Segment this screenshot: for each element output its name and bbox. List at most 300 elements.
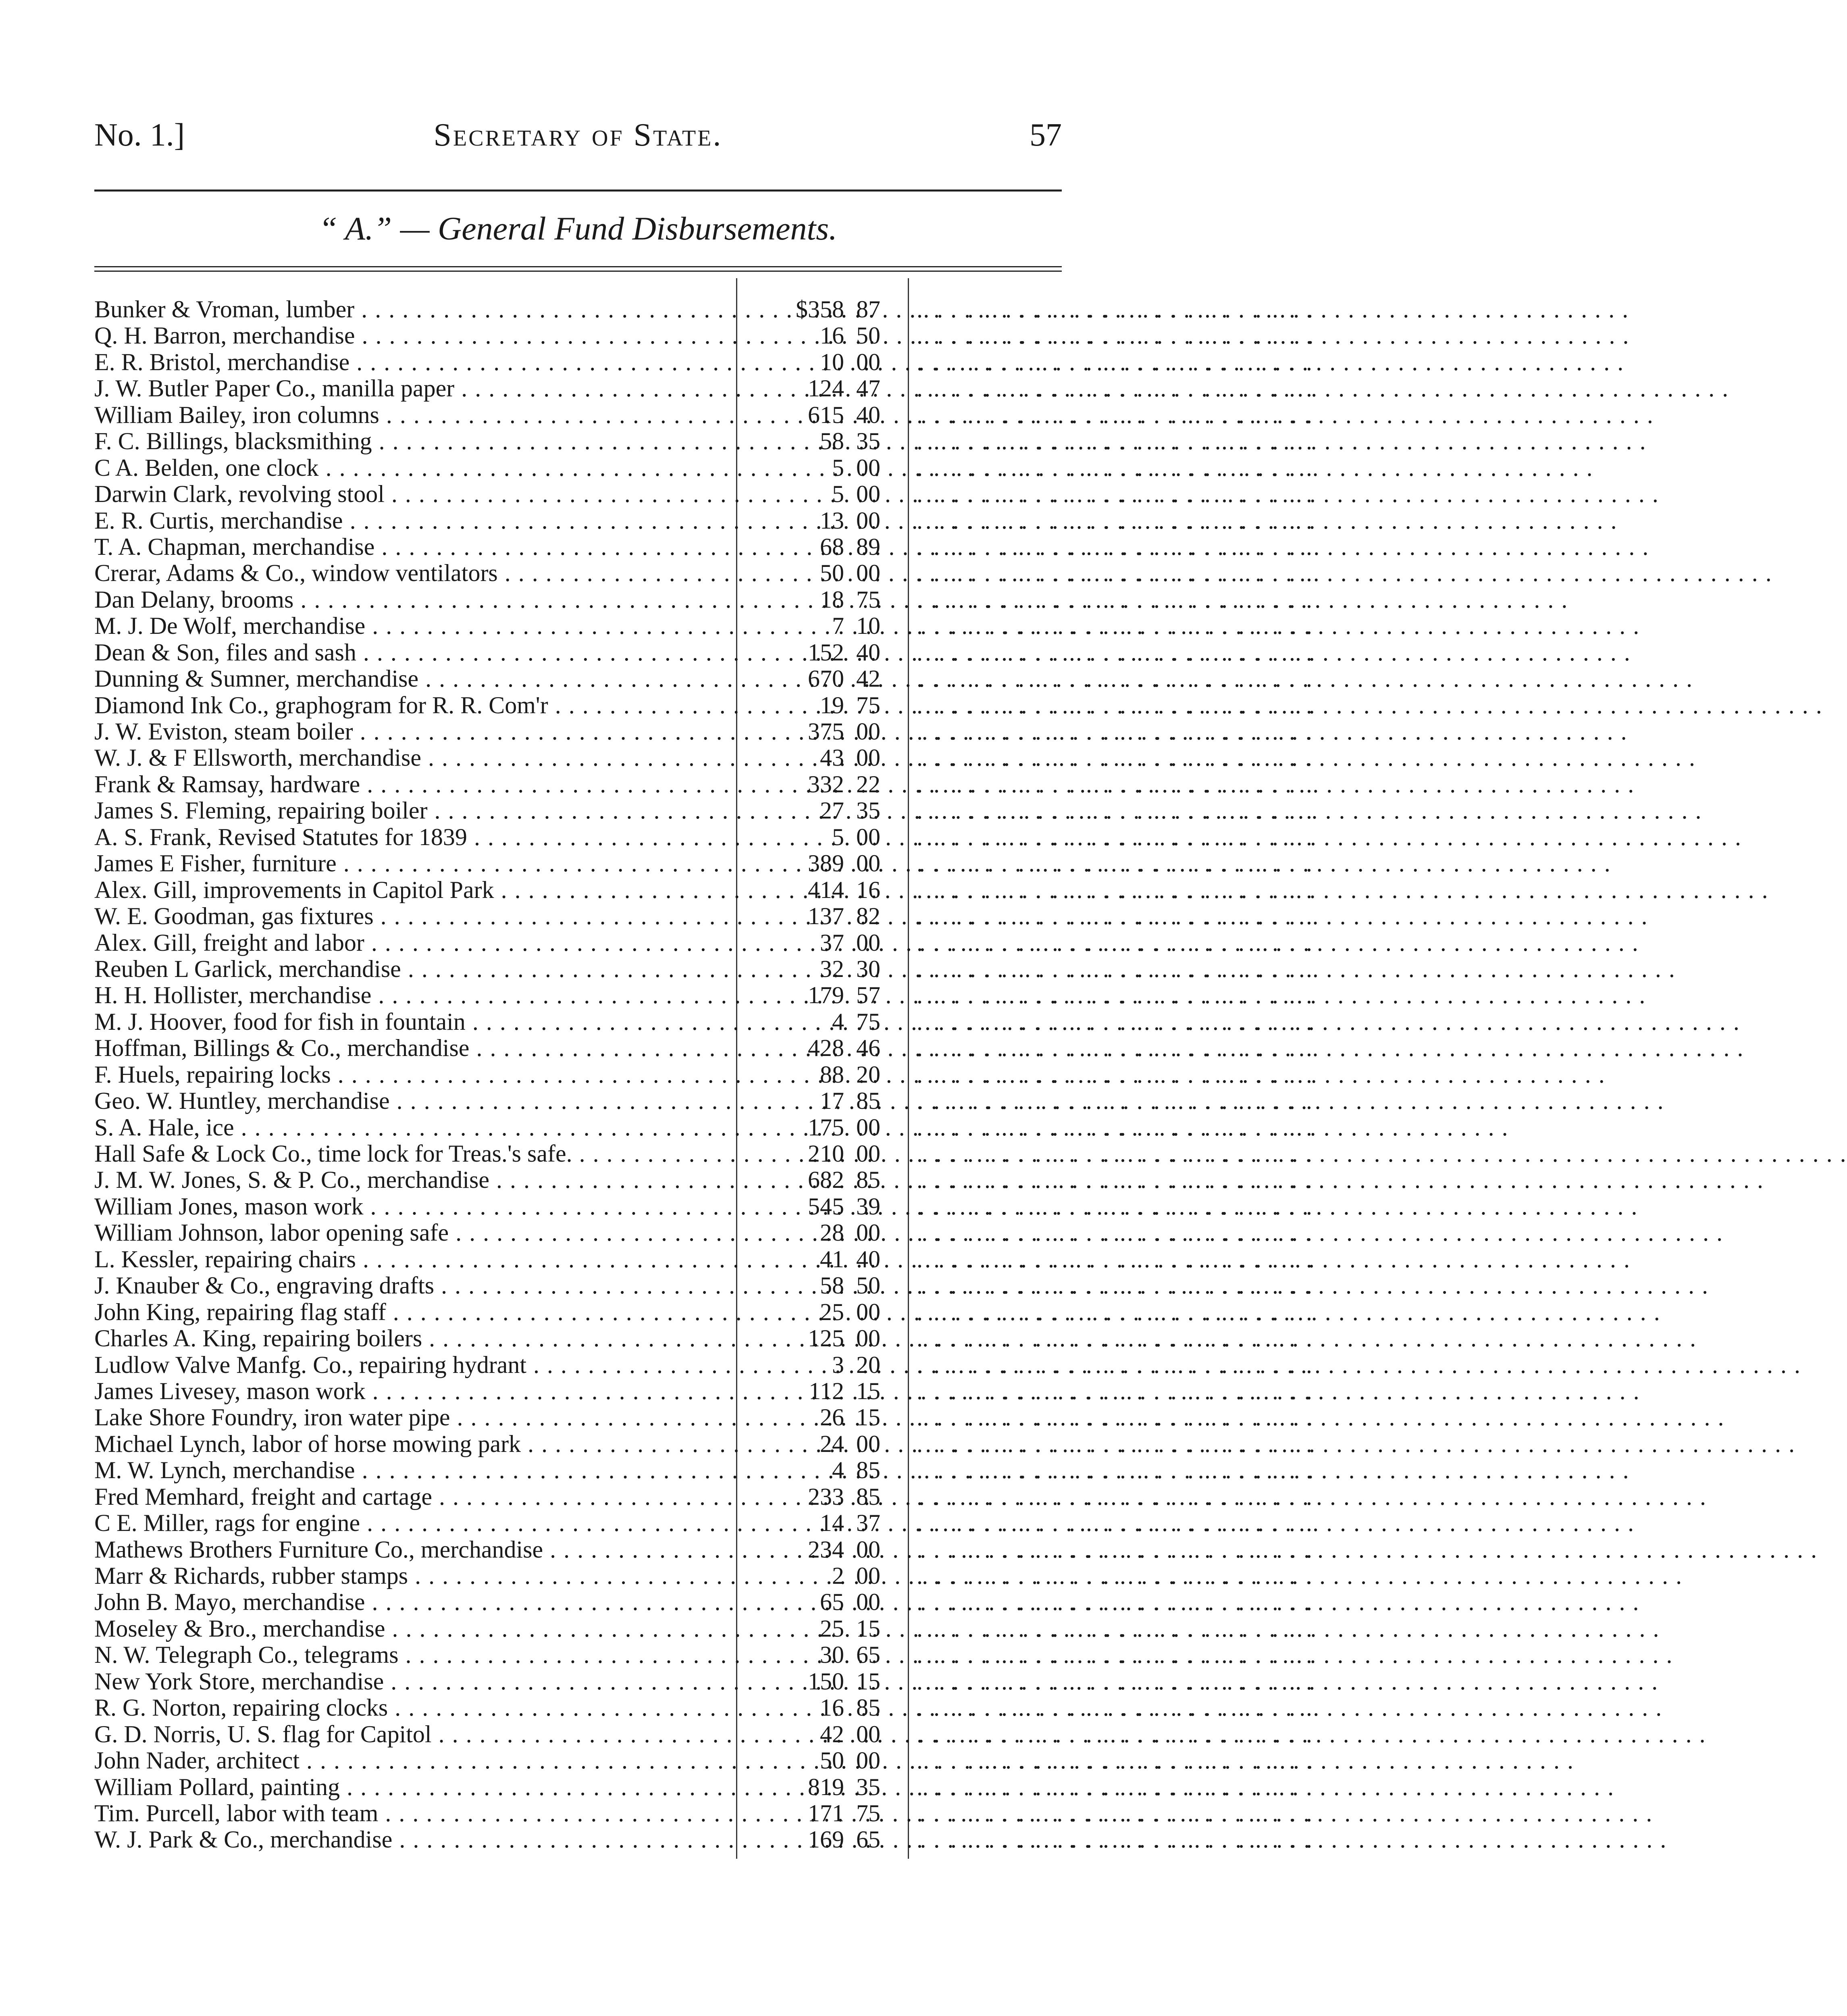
payee-description: Hall Safe & Lock Co., time lock for Treas.'s safe. . . . xyxy=(94,1141,739,1167)
table-row xyxy=(94,1589,1315,1616)
blank-column-leaders: . . . . . . . . . . . . . . . . . . . . . . . . xyxy=(917,1114,1315,1141)
table-row xyxy=(94,929,1315,956)
amount-cents: 39 xyxy=(856,1193,880,1220)
title-double-rule xyxy=(94,266,1062,272)
amount-cents: 37 xyxy=(856,1510,880,1537)
blank-column-leaders: . . . . . . . . . . . . . . . . . . . . . . . . xyxy=(917,1536,1315,1563)
amount-dollars: 5 xyxy=(832,454,844,481)
table-row xyxy=(94,428,1315,455)
table-row xyxy=(94,1325,1315,1352)
payee-description: Alex. Gill, improvements in Capitol Park . . . xyxy=(94,877,739,903)
payee-description: Geo. W. Huntley, merchandise . . . xyxy=(94,1088,739,1114)
document-number: No. 1.] xyxy=(94,117,185,153)
payee-description: Bunker & Vroman, lumber . . . xyxy=(94,296,739,323)
table-row xyxy=(94,1826,1315,1853)
amount-dollars: 112 xyxy=(809,1377,844,1404)
payee-description: Crerar, Adams & Co., window ventilators . . . xyxy=(94,560,739,586)
payee-description: F. C. Billings, blacksmithing . . . xyxy=(94,428,739,454)
table-row xyxy=(94,955,1315,982)
amount-dollars: 234 xyxy=(808,1536,844,1563)
table-row xyxy=(94,1430,1315,1457)
table-row xyxy=(94,639,1315,666)
payee-description: Reuben L Garlick, merchandise . . . xyxy=(94,956,739,982)
amount-dollars: 26 xyxy=(820,1404,844,1431)
table-row xyxy=(94,771,1315,798)
blank-column-leaders: . . . . . . . . . . . . . . . . . . . . . . . . xyxy=(917,1430,1315,1457)
blank-column-leaders: . . . . . . . . . . . . . . . . . . . . . . . . xyxy=(917,850,1315,877)
amount-dollars: 37 xyxy=(820,929,844,956)
blank-column-leaders: . . . . . . . . . . . . . . . . . . . . . . . . xyxy=(917,665,1315,692)
table-row xyxy=(94,560,1315,587)
amount-dollars: 171 xyxy=(808,1799,844,1826)
payee-description: W. E. Goodman, gas fixtures . . . xyxy=(94,903,739,929)
blank-column-leaders: . . . . . . . . . . . . . . . . . . . . . . . . xyxy=(917,1245,1315,1272)
running-head xyxy=(94,117,1062,161)
table-row xyxy=(94,1219,1315,1246)
amount-dollars: 58 xyxy=(820,1272,844,1299)
table-row xyxy=(94,1773,1315,1800)
amount-dollars: 68 xyxy=(820,533,844,560)
amount-cents: 00 xyxy=(856,850,880,877)
table-row xyxy=(94,348,1315,375)
blank-column-leaders: . . . . . . . . . . . . . . . . . . . . . . . . xyxy=(917,718,1315,745)
amount-cents: 40 xyxy=(856,1245,880,1272)
blank-column-leaders: . . . . . . . . . . . . . . . . . . . . . . . . xyxy=(917,1694,1315,1721)
table-row xyxy=(94,1114,1315,1141)
amount-cents: 85 xyxy=(856,1694,880,1721)
blank-column-leaders: . . . . . . . . . . . . . . . . . . . . . . . . xyxy=(917,1298,1315,1325)
amount-dollars: 7 xyxy=(832,612,844,639)
amount-dollars: 137 xyxy=(808,903,844,930)
table-row xyxy=(94,612,1315,639)
payee-description: Michael Lynch, labor of horse mowing park . . . xyxy=(94,1431,739,1457)
table-row xyxy=(94,665,1315,692)
amount-dollars: 125 xyxy=(808,1325,844,1352)
amount-cents: 30 xyxy=(856,955,880,982)
blank-column-leaders: . . . . . . . . . . . . . . . . . . . . . . . . xyxy=(917,1562,1315,1589)
amount-dollars: 27 xyxy=(820,797,844,824)
amount-dollars: 41 xyxy=(820,1245,844,1272)
payee-description: James S. Fleming, repairing boiler . . . xyxy=(94,798,739,824)
table-row xyxy=(94,401,1315,428)
blank-column-leaders: . . . . . . . . . . . . . . . . . . . . . . . . xyxy=(917,1140,1315,1167)
amount-dollars: 17 xyxy=(820,1087,844,1114)
amount-dollars: 682 xyxy=(808,1166,844,1193)
payee-description: Lake Shore Foundry, iron water pipe . . . xyxy=(94,1404,739,1431)
blank-column-leaders: . . . . . . . . . . . . . . . . . . . . . . . . xyxy=(917,1668,1315,1695)
payee-description: G. D. Norris, U. S. flag for Capitol . . . xyxy=(94,1721,739,1747)
amount-cents: 75 xyxy=(856,1008,880,1035)
amount-dollars: 43 xyxy=(820,744,844,771)
blank-column-leaders: . . . . . . . . . . . . . . . . . . . . . . . . xyxy=(917,507,1315,534)
amount-cents: 00 xyxy=(856,718,880,745)
amount-dollars: 25 xyxy=(820,1615,844,1642)
payee-description: Frank & Ramsay, hardware . . . xyxy=(94,771,739,798)
blank-column-leaders: . . . . . . . . . . . . . . . . . . . . . . . . xyxy=(917,1404,1315,1431)
table-row xyxy=(94,296,1315,323)
amount-cents: 20 xyxy=(856,1351,880,1378)
payee-description: James E Fisher, furniture . . . xyxy=(94,850,739,877)
table-row xyxy=(94,1615,1315,1642)
blank-column-leaders: . . . . . . . . . . . . . . . . . . . . . . . . xyxy=(917,454,1315,481)
amount-cents: 65 xyxy=(856,1826,880,1853)
amount-cents: 87 xyxy=(856,296,880,323)
table-row xyxy=(94,1457,1315,1484)
amount-cents: 00 xyxy=(856,1720,880,1747)
amount-cents: 89 xyxy=(856,533,880,560)
payee-description: H. H. Hollister, merchandise . . . xyxy=(94,982,739,1008)
payee-description: Dunning & Sumner, merchandise . . . xyxy=(94,666,739,692)
amount-dollars: 4 xyxy=(832,1457,844,1484)
blank-column-leaders: . . . . . . . . . . . . . . . . . . . . . . . . xyxy=(917,586,1315,613)
amount-cents: 50 xyxy=(856,322,880,349)
running-title: Secretary of State. xyxy=(433,117,723,153)
payee-description: New York Store, merchandise . . . xyxy=(94,1668,739,1695)
amount-cents: 00 xyxy=(856,507,880,534)
blank-column-leaders: . . . . . . . . . . . . . . . . . . . . . . . . xyxy=(917,1325,1315,1352)
amount-dollars: 58 xyxy=(820,428,844,455)
table-row xyxy=(94,1245,1315,1272)
table-row xyxy=(94,1035,1315,1062)
payee-description: Marr & Richards, rubber stamps . . . xyxy=(94,1563,739,1589)
blank-column-leaders: . . . . . . . . . . . . . . . . . . . . . . . . xyxy=(917,744,1315,771)
table-row xyxy=(94,718,1315,745)
amount-dollars: 545 xyxy=(808,1193,844,1220)
disbursement-table xyxy=(94,296,1315,1853)
blank-column-leaders: . . . . . . . . . . . . . . . . . . . . . . . . xyxy=(917,639,1315,666)
payee-description: M. J. De Wolf, merchandise . . . xyxy=(94,613,739,639)
amount-dollars: 414 xyxy=(808,876,844,903)
payee-description: W. J. Park & Co., merchandise . . . xyxy=(94,1826,739,1853)
payee-description: E. R. Curtis, merchandise . . . xyxy=(94,508,739,534)
amount-cents: 00 xyxy=(856,1140,880,1167)
payee-description: James Livesey, mason work . . . xyxy=(94,1378,739,1404)
amount-cents: 00 xyxy=(856,1562,880,1589)
payee-description: Ludlow Valve Manfg. Co., repairing hydrant . . . xyxy=(94,1352,739,1378)
blank-column-leaders: . . . . . . . . . . . . . . . . . . . . . . . . xyxy=(917,1457,1315,1484)
payee-description: William Bailey, iron columns . . . xyxy=(94,402,739,428)
blank-column-leaders: . . . . . . . . . . . . . . . . . . . . . . . . xyxy=(917,533,1315,560)
blank-column-leaders: . . . . . . . . . . . . . . . . . . . . . . . . xyxy=(917,401,1315,428)
amount-cents: 00 xyxy=(856,348,880,375)
amount-dollars: 32 xyxy=(820,955,844,982)
payee-description: M. J. Hoover, food for fish in fountain . . . xyxy=(94,1009,739,1035)
blank-column-leaders: . . . . . . . . . . . . . . . . . . . . . . . . xyxy=(917,560,1315,587)
blank-column-leaders: . . . . . . . . . . . . . . . . . . . . . . . . xyxy=(917,1826,1315,1853)
blank-column-leaders: . . . . . . . . . . . . . . . . . . . . . . . . xyxy=(917,1008,1315,1035)
payee-description: Darwin Clark, revolving stool . . . xyxy=(94,481,739,507)
payee-description: John B. Mayo, merchandise . . . xyxy=(94,1589,739,1615)
blank-column-leaders: . . . . . . . . . . . . . . . . . . . . . . . . xyxy=(917,1799,1315,1826)
amount-cents: 00 xyxy=(856,744,880,771)
amount-dollars: 19 xyxy=(820,691,844,719)
amount-cents: 75 xyxy=(856,1799,880,1826)
amount-cents: 00 xyxy=(856,1325,880,1352)
payee-description: Dean & Son, files and sash . . . xyxy=(94,639,739,666)
table-row xyxy=(94,1562,1315,1589)
amount-cents: 15 xyxy=(856,1615,880,1642)
blank-column-leaders: . . . . . . . . . . . . . . . . . . . . . . . . xyxy=(917,1641,1315,1668)
amount-dollars: 16 xyxy=(820,1694,844,1721)
table-row xyxy=(94,1166,1315,1193)
amount-cents: 85 xyxy=(856,1457,880,1484)
blank-column-leaders: . . . . . . . . . . . . . . . . . . . . . . . . xyxy=(917,691,1315,719)
amount-cents: 00 xyxy=(856,929,880,956)
amount-dollars: 10 xyxy=(820,348,844,375)
blank-column-leaders: . . . . . . . . . . . . . . . . . . . . . . . . xyxy=(917,1272,1315,1299)
payee-description: Fred Memhard, freight and cartage . . . xyxy=(94,1484,739,1510)
blank-column-leaders: . . . . . . . . . . . . . . . . . . . . . . . . xyxy=(917,823,1315,850)
blank-column-leaders: . . . . . . . . . . . . . . . . . . . . . . . . xyxy=(917,428,1315,455)
amount-dollars: 18 xyxy=(820,586,844,613)
payee-description: N. W. Telegraph Co., telegrams . . . xyxy=(94,1642,739,1668)
amount-cents: 00 xyxy=(856,560,880,587)
table-row xyxy=(94,876,1315,903)
header-rule xyxy=(94,190,1062,192)
blank-column-leaders: . . . . . . . . . . . . . . . . . . . . . . . . xyxy=(917,1351,1315,1378)
amount-dollars: 88 xyxy=(820,1061,844,1088)
blank-column-leaders: . . . . . . . . . . . . . . . . . . . . . . . . xyxy=(917,481,1315,508)
amount-dollars: 3 xyxy=(832,1351,844,1378)
blank-column-leaders: . . . . . . . . . . . . . . . . . . . . . . . . xyxy=(917,1747,1315,1774)
amount-dollars: 179 xyxy=(808,982,844,1009)
amount-dollars: 615 xyxy=(808,401,844,428)
amount-cents: 85 xyxy=(856,1087,880,1114)
amount-cents: 16 xyxy=(856,876,880,903)
blank-column-leaders: . . . . . . . . . . . . . . . . . . . . . . . . xyxy=(917,348,1315,375)
table-row xyxy=(94,322,1315,349)
amount-cents: 00 xyxy=(856,1114,880,1141)
amount-cents: 15 xyxy=(856,1668,880,1695)
payee-description: F. Huels, repairing locks . . . xyxy=(94,1062,739,1088)
payee-description: John King, repairing flag staff . . . xyxy=(94,1299,739,1325)
table-row xyxy=(94,797,1315,824)
payee-description: J. W. Butler Paper Co., manilla paper . . . xyxy=(94,375,739,402)
blank-column-leaders: . . . . . . . . . . . . . . . . . . . . . . . . xyxy=(917,1720,1315,1747)
amount-cents: 85 xyxy=(856,1166,880,1193)
amount-cents: 35 xyxy=(856,797,880,824)
amount-dollars: 2 xyxy=(832,1562,844,1589)
amount-cents: 00 xyxy=(856,823,880,850)
amount-dollars: $358 xyxy=(796,296,844,323)
amount-dollars: 65 xyxy=(820,1589,844,1616)
table-row xyxy=(94,744,1315,771)
table-row xyxy=(94,1536,1315,1563)
amount-dollars: 428 xyxy=(808,1035,844,1062)
blank-column-leaders: . . . . . . . . . . . . . . . . . . . . . . . . xyxy=(917,375,1315,402)
payee-description: William Jones, mason work . . . xyxy=(94,1193,739,1220)
amount-cents: 35 xyxy=(856,428,880,455)
amount-cents: 75 xyxy=(856,586,880,613)
amount-cents: 47 xyxy=(856,375,880,402)
amount-cents: 15 xyxy=(856,1377,880,1404)
table-row xyxy=(94,1694,1315,1721)
payee-description: S. A. Hale, ice . . . xyxy=(94,1114,739,1141)
amount-cents: 00 xyxy=(856,1536,880,1563)
table-row xyxy=(94,691,1315,719)
amount-dollars: 150 xyxy=(808,1668,844,1695)
table-row xyxy=(94,982,1315,1009)
table-row xyxy=(94,1140,1315,1167)
payee-description: C A. Belden, one clock . . . xyxy=(94,455,739,481)
amount-dollars: 14 xyxy=(820,1510,844,1537)
table-row xyxy=(94,1747,1315,1774)
payee-description: Q. H. Barron, merchandise . . . xyxy=(94,323,739,349)
blank-column-leaders: . . . . . . . . . . . . . . . . . . . . . . . . xyxy=(917,876,1315,903)
blank-column-leaders: . . . . . . . . . . . . . . . . . . . . . . . . xyxy=(917,1035,1315,1062)
payee-description: J. W. Eviston, steam boiler . . . xyxy=(94,719,739,745)
amount-dollars: 152 xyxy=(808,639,844,666)
amount-cents: 00 xyxy=(856,1219,880,1246)
blank-column-leaders: . . . . . . . . . . . . . . . . . . . . . . . . xyxy=(917,1589,1315,1616)
amount-dollars: 5 xyxy=(832,823,844,850)
amount-cents: 57 xyxy=(856,982,880,1009)
amount-dollars: 13 xyxy=(820,507,844,534)
amount-dollars: 30 xyxy=(820,1641,844,1668)
blank-column-leaders: . . . . . . . . . . . . . . . . . . . . . . . . xyxy=(917,612,1315,639)
table-row xyxy=(94,1008,1315,1035)
amount-cents: 50 xyxy=(856,1272,880,1299)
payee-description: R. G. Norton, repairing clocks . . . xyxy=(94,1695,739,1721)
table-row xyxy=(94,1272,1315,1299)
payee-description: William Johnson, labor opening safe . . . xyxy=(94,1220,739,1246)
amount-cents: 46 xyxy=(856,1035,880,1062)
amount-cents: 20 xyxy=(856,1061,880,1088)
payee-description: E. R. Bristol, merchandise . . . xyxy=(94,349,739,375)
payee-description: C E. Miller, rags for engine . . . xyxy=(94,1510,739,1536)
payee-description: Hoffman, Billings & Co., merchandise . . . xyxy=(94,1035,739,1061)
table-row xyxy=(94,1377,1315,1404)
table-row xyxy=(94,481,1315,508)
amount-dollars: 24 xyxy=(820,1430,844,1457)
amount-cents: 22 xyxy=(856,771,880,798)
table-row xyxy=(94,454,1315,481)
amount-dollars: 28 xyxy=(820,1219,844,1246)
payee-description: John Nader, architect . . . xyxy=(94,1747,739,1774)
table-row xyxy=(94,1351,1315,1378)
table-title: “ A.” — General Fund Disbursements. xyxy=(319,210,837,247)
table-row xyxy=(94,586,1315,613)
amount-dollars: 5 xyxy=(832,481,844,508)
blank-column-leaders: . . . . . . . . . . . . . . . . . . . . . . . . xyxy=(917,1773,1315,1800)
payee-description: Alex. Gill, freight and labor . . . xyxy=(94,930,739,956)
amount-dollars: 50 xyxy=(820,560,844,587)
blank-column-leaders: . . . . . . . . . . . . . . . . . . . . . . . . xyxy=(917,296,1315,323)
blank-column-leaders: . . . . . . . . . . . . . . . . . . . . . . . . xyxy=(917,1483,1315,1510)
payee-description: Tim. Purcell, labor with team . . . xyxy=(94,1800,739,1826)
page-number: 57 xyxy=(1030,117,1062,153)
blank-column-leaders: . . . . . . . . . . . . . . . . . . . . . . . . xyxy=(917,1219,1315,1246)
amount-cents: 35 xyxy=(856,1773,880,1800)
payee-description: M. W. Lynch, merchandise . . . xyxy=(94,1457,739,1483)
amount-cents: 00 xyxy=(856,1430,880,1457)
payee-description: Diamond Ink Co., graphogram for R. R. Com'r . . . xyxy=(94,692,739,719)
blank-column-leaders: . . . . . . . . . . . . . . . . . . . . . . . . xyxy=(917,903,1315,930)
amount-dollars: 50 xyxy=(820,1747,844,1774)
amount-dollars: 25 xyxy=(820,1298,844,1325)
amount-dollars: 124 xyxy=(808,375,844,402)
blank-column-leaders: . . . . . . . . . . . . . . . . . . . . . . . . xyxy=(917,1510,1315,1537)
amount-dollars: 670 xyxy=(808,665,844,692)
table-row xyxy=(94,1799,1315,1826)
payee-description: Mathews Brothers Furniture Co., merchandise . . . xyxy=(94,1537,739,1563)
amount-cents: 10 xyxy=(856,612,880,639)
table-row xyxy=(94,823,1315,850)
blank-column-leaders: . . . . . . . . . . . . . . . . . . . . . . . . xyxy=(917,1377,1315,1404)
table-row xyxy=(94,1483,1315,1510)
table-row xyxy=(94,1404,1315,1431)
table-row xyxy=(94,533,1315,560)
blank-column-leaders: . . . . . . . . . . . . . . . . . . . . . . . . xyxy=(917,1166,1315,1193)
amount-dollars: 389 xyxy=(808,850,844,877)
blank-column-leaders: . . . . . . . . . . . . . . . . . . . . . . . . xyxy=(917,1193,1315,1220)
table-row xyxy=(94,375,1315,402)
amount-cents: 00 xyxy=(856,454,880,481)
amount-dollars: 233 xyxy=(808,1483,844,1510)
blank-column-leaders: . . . . . . . . . . . . . . . . . . . . . . . . xyxy=(917,797,1315,824)
payee-description: L. Kessler, repairing chairs . . . xyxy=(94,1246,739,1272)
amount-cents: 85 xyxy=(856,1483,880,1510)
payee-description: Dan Delany, brooms . . . xyxy=(94,587,739,613)
amount-dollars: 819 xyxy=(808,1773,844,1800)
table-row xyxy=(94,1668,1315,1695)
table-row xyxy=(94,507,1315,534)
amount-dollars: 210 xyxy=(808,1140,844,1167)
payee-description: J. M. W. Jones, S. & P. Co., merchandise . . . xyxy=(94,1167,739,1193)
table-row xyxy=(94,1510,1315,1537)
blank-column-leaders: . . . . . . . . . . . . . . . . . . . . . . . . xyxy=(917,955,1315,982)
amount-cents: 40 xyxy=(856,639,880,666)
payee-description: W. J. & F Ellsworth, merchandise . . . xyxy=(94,745,739,771)
table-row xyxy=(94,903,1315,930)
amount-cents: 00 xyxy=(856,481,880,508)
table-row xyxy=(94,850,1315,877)
amount-dollars: 332 xyxy=(808,771,844,798)
table-row xyxy=(94,1061,1315,1088)
blank-column-leaders: . . . . . . . . . . . . . . . . . . . . . . . . xyxy=(917,1615,1315,1642)
amount-cents: 40 xyxy=(856,401,880,428)
table-row xyxy=(94,1087,1315,1114)
amount-cents: 42 xyxy=(856,665,880,692)
amount-cents: 00 xyxy=(856,1747,880,1774)
payee-description: A. S. Frank, Revised Statutes for 1839 . . . xyxy=(94,824,739,850)
amount-cents: 00 xyxy=(856,1298,880,1325)
blank-column-leaders: . . . . . . . . . . . . . . . . . . . . . . . . xyxy=(917,1087,1315,1114)
amount-dollars: 42 xyxy=(820,1720,844,1747)
amount-dollars: 16 xyxy=(820,322,844,349)
amount-dollars: 375 xyxy=(808,718,844,745)
table-row xyxy=(94,1298,1315,1325)
amount-dollars: 4 xyxy=(832,1008,844,1035)
payee-description: William Pollard, painting . . . xyxy=(94,1774,739,1800)
amount-cents: 15 xyxy=(856,1404,880,1431)
amount-cents: 82 xyxy=(856,903,880,930)
blank-column-leaders: . . . . . . . . . . . . . . . . . . . . . . . . xyxy=(917,322,1315,349)
payee-description: J. Knauber & Co., engraving drafts . . . xyxy=(94,1272,739,1299)
payee-description: T. A. Chapman, merchandise . . . xyxy=(94,534,739,560)
blank-column-leaders: . . . . . . . . . . . . . . . . . . . . . . . . xyxy=(917,929,1315,956)
blank-column-leaders: . . . . . . . . . . . . . . . . . . . . . . . . xyxy=(917,982,1315,1009)
payee-description: Charles A. King, repairing boilers . . . xyxy=(94,1325,739,1352)
blank-column-leaders: . . . . . . . . . . . . . . . . . . . . . . . . xyxy=(917,771,1315,798)
amount-cents: 65 xyxy=(856,1641,880,1668)
table-row xyxy=(94,1641,1315,1668)
amount-cents: 75 xyxy=(856,691,880,719)
amount-cents: 00 xyxy=(856,1589,880,1616)
blank-column-leaders: . . . . . . . . . . . . . . . . . . . . . . . . xyxy=(917,1061,1315,1088)
amount-dollars: 169 xyxy=(808,1826,844,1853)
table-row xyxy=(94,1193,1315,1220)
